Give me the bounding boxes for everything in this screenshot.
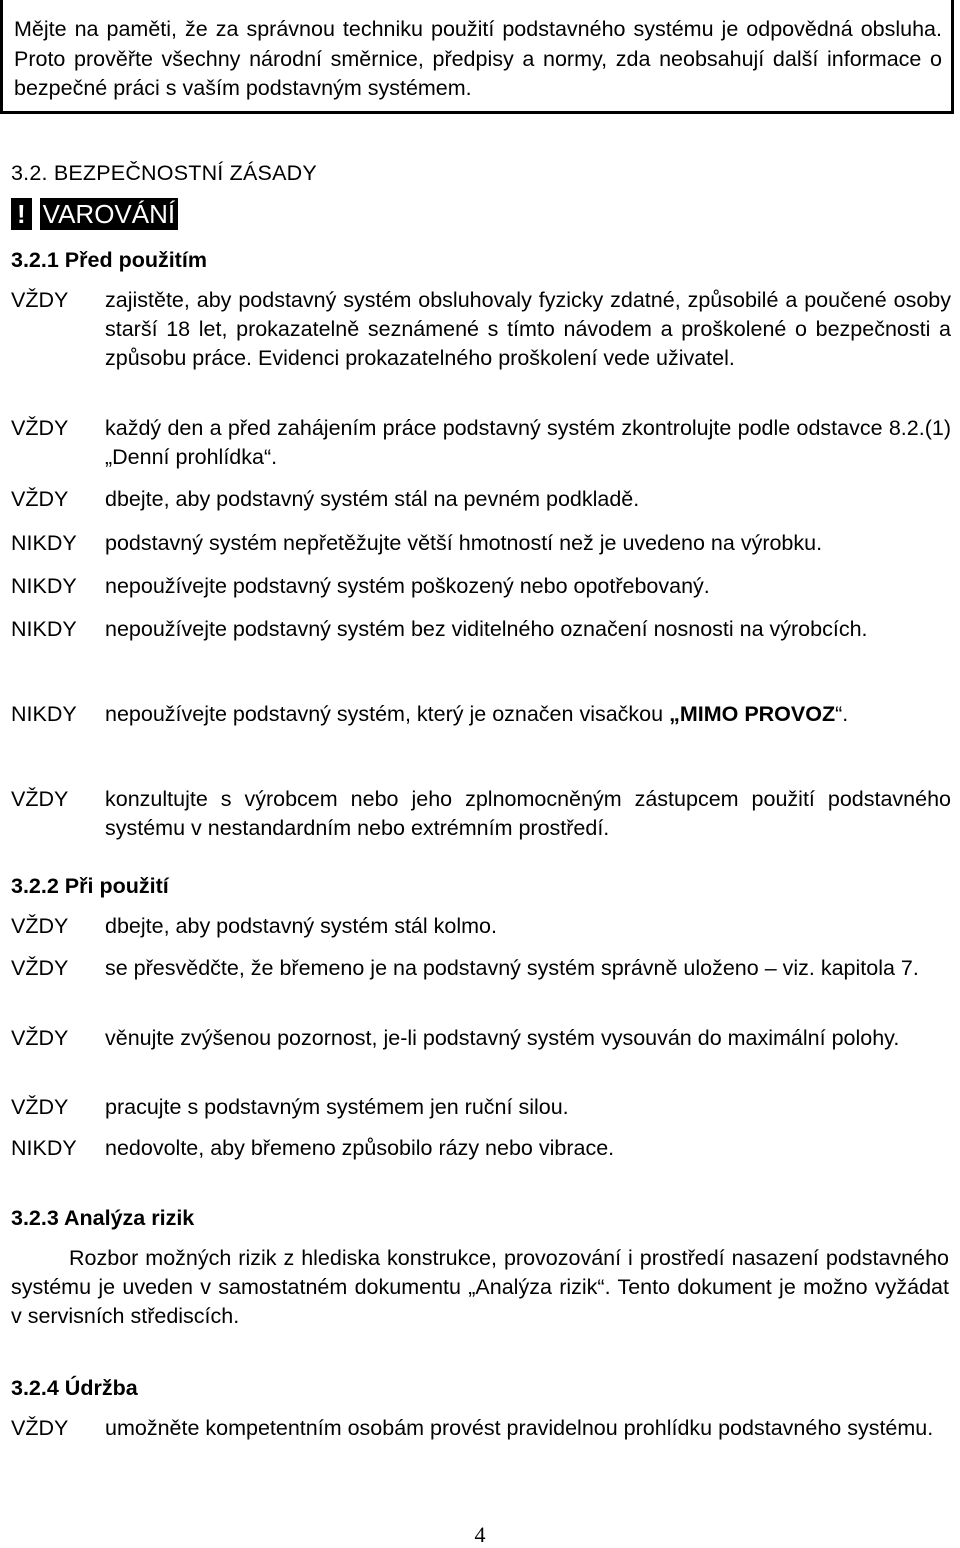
warning-label: VAROVÁNÍ — [40, 198, 178, 230]
rule-keyword: NIKDY — [11, 1136, 77, 1160]
rule-keyword: VŽDY — [11, 288, 69, 312]
rule-text — [105, 693, 951, 735]
page-number: 4 — [474, 1522, 486, 1547]
rule-item — [11, 529, 951, 558]
rule-item — [11, 608, 951, 650]
warning-banner — [11, 198, 178, 230]
rule-text: nepoužívejte podstavný systém bez viditelného označení nosnosti na výrobcích. — [105, 617, 868, 641]
subsection-title-before-use: 3.2.1 Před použitím — [11, 248, 207, 272]
rule-keyword: NIKDY — [11, 702, 77, 726]
rule-keyword: VŽDY — [11, 956, 69, 980]
rule-text: nepoužívejte podstavný systém poškozený nebo opotřebovaný. — [105, 574, 710, 598]
rule-keyword: VŽDY — [11, 416, 69, 440]
rule-item — [11, 572, 951, 601]
rule-text: dbejte, aby podstavný systém stál na pevném podkladě. — [105, 487, 640, 511]
rule-item — [11, 1134, 951, 1163]
rule-item — [11, 414, 951, 472]
rule-keyword: VŽDY — [11, 914, 69, 938]
rule-text: umožněte kompetentním osobám provést pravidelnou prohlídku podstavného systému. — [105, 1416, 934, 1440]
rule-keyword: VŽDY — [11, 487, 69, 511]
section-title: 3.2. BEZPEČNOSTNÍ ZÁSADY — [11, 161, 317, 185]
subsection-title-risk-analysis: 3.2.3 Analýza rizik — [11, 1206, 195, 1230]
rule-text-part: “. — [835, 702, 849, 726]
rule-text-part: nepoužívejte podstavný systém, který je označen visačkou — [105, 702, 670, 726]
rule-item — [11, 912, 951, 941]
rule-text: každý den a před zahájením práce podstavný systém zkontrolujte podle odstavce 8.2.(1) „Denní prohlídka“. — [105, 416, 951, 469]
rule-item — [11, 785, 951, 843]
rule-item — [11, 286, 951, 373]
rule-item — [11, 1093, 951, 1122]
rule-keyword: NIKDY — [11, 617, 77, 641]
risk-analysis-paragraph — [11, 1244, 949, 1331]
risk-analysis-text: Rozbor možných rizik z hlediska konstrukce, provozování i prostředí nasazení podstavného systému je uveden v samostatném dokumentu „Analýza rizik“. Tento dokument je možno vyžádat v servisních střediscích. — [11, 1246, 949, 1328]
rule-item — [11, 954, 951, 983]
subsection-title-during-use: 3.2.2 Při použití — [11, 874, 169, 898]
rule-keyword: VŽDY — [11, 1416, 69, 1440]
rule-keyword: NIKDY — [11, 574, 77, 598]
rule-text: konzultujte s výrobcem nebo jeho zplnomocněným zástupcem použití podstavného systému v nestandardním nebo extrémním prostředí. — [105, 787, 951, 840]
rule-item — [11, 1414, 951, 1443]
rule-item — [11, 485, 951, 514]
warning-icon: ! — [11, 198, 32, 230]
rule-keyword: NIKDY — [11, 531, 77, 555]
rule-text: dbejte, aby podstavný systém stál kolmo. — [105, 914, 497, 938]
rule-item — [11, 1024, 951, 1053]
rule-text: pracujte s podstavným systémem jen ruční silou. — [105, 1095, 569, 1119]
rule-text: zajistěte, aby podstavný systém obsluhovaly fyzicky zdatné, způsobilé a poučené osoby starší 18 let, prokazatelně seznámené s tímto návodem a proškolené o bezpečnosti a způsobu práce. Evidenci prokazatelného proškolení vede uživatel. — [105, 288, 951, 370]
rule-text: podstavný systém nepřetěžujte větší hmotností než je uvedeno na výrobku. — [105, 531, 823, 555]
intro-notice-text: Mějte na paměti, že za správnou techniku použití podstavného systému je odpovědná obsluha. Proto prověřte všechny národní směrnice, předpisy a normy, zda neobsahují další informace o bezpečné práci s vaším podstavným systémem. — [14, 17, 942, 100]
rule-text: věnujte zvýšenou pozornost, je-li podstavný systém vysouván do maximální polohy. — [105, 1026, 900, 1050]
subsection-title-maintenance: 3.2.4 Údržba — [11, 1376, 138, 1400]
rule-keyword: VŽDY — [11, 1026, 69, 1050]
rule-keyword: VŽDY — [11, 1095, 69, 1119]
rule-text-bold: „MIMO PROVOZ — [669, 702, 836, 726]
rule-text: se přesvědčte, že břemeno je na podstavný systém správně uloženo – viz. kapitola 7. — [105, 956, 919, 980]
rule-item — [11, 693, 951, 735]
intro-notice-box — [0, 0, 954, 114]
rule-keyword: VŽDY — [11, 787, 69, 811]
rule-text: nedovolte, aby břemeno způsobilo rázy nebo vibrace. — [105, 1136, 615, 1160]
